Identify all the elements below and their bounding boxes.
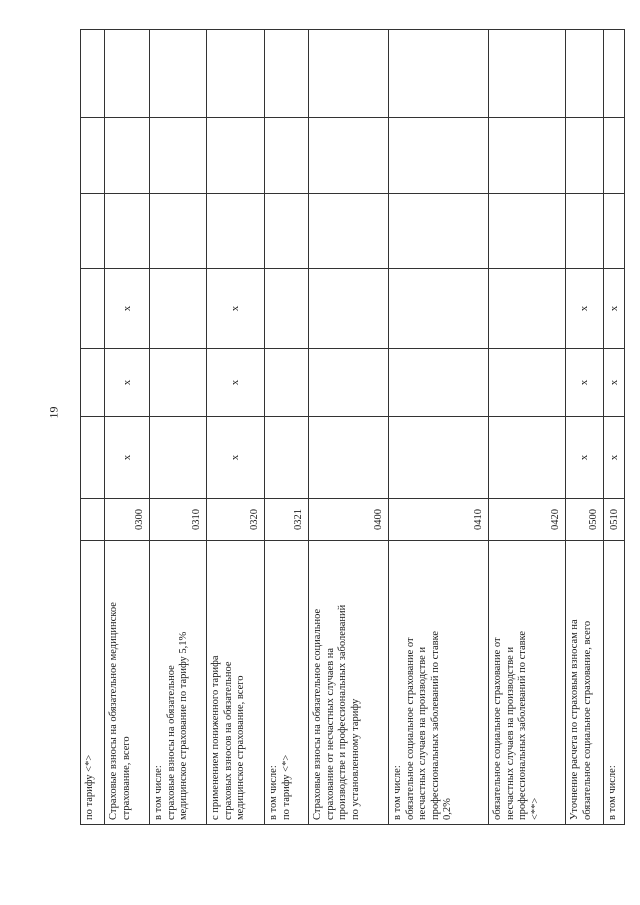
row-label-line: обязательное социальное страхование, всего bbox=[581, 620, 593, 820]
row-label-line: обязательное социальное страхование от bbox=[404, 637, 416, 820]
value-cell bbox=[489, 194, 566, 269]
row-code bbox=[81, 499, 105, 541]
value-cell: x bbox=[604, 417, 625, 499]
table-row bbox=[489, 30, 566, 825]
value-cell bbox=[207, 118, 265, 194]
row-label-line: страхование, всего bbox=[120, 736, 132, 820]
value-cell: x bbox=[105, 417, 150, 499]
table-row bbox=[265, 30, 309, 825]
value-cell bbox=[150, 349, 207, 417]
row-label bbox=[207, 541, 265, 825]
value-cell: x bbox=[566, 349, 604, 417]
value-cell: x bbox=[566, 417, 604, 499]
value-cell bbox=[150, 269, 207, 349]
table-row bbox=[604, 30, 625, 825]
row-label-line: по тарифу <*> bbox=[280, 754, 292, 820]
row-label-line: в том числе: bbox=[607, 765, 618, 820]
table-row bbox=[309, 30, 389, 825]
row-label bbox=[105, 541, 150, 825]
value-cell bbox=[309, 118, 389, 194]
table-row bbox=[389, 30, 489, 825]
value-cell bbox=[265, 30, 309, 118]
value-cell bbox=[566, 194, 604, 269]
row-code: 0410 bbox=[389, 499, 489, 541]
insurance-contributions-table bbox=[80, 29, 625, 825]
value-cell: x bbox=[566, 269, 604, 349]
row-label-line: страховых взносов на обязательное bbox=[222, 661, 234, 820]
table-wrapper bbox=[80, 30, 620, 825]
value-cell bbox=[81, 349, 105, 417]
value-cell bbox=[81, 417, 105, 499]
row-label-line: 0,2% bbox=[442, 798, 453, 820]
value-cell bbox=[81, 118, 105, 194]
value-cell bbox=[389, 269, 489, 349]
row-label-line: страхование от несчастных случаев на bbox=[324, 647, 336, 820]
row-label-line: по установленному тарифу bbox=[349, 698, 361, 820]
row-code: 0300 bbox=[105, 499, 150, 541]
row-label-line: по тарифу <*> bbox=[84, 754, 95, 820]
row-label bbox=[604, 541, 625, 825]
row-label-line: профессиональных заболеваний по ставке bbox=[429, 630, 441, 820]
row-label-line: несчастных случаев на производстве и bbox=[417, 646, 428, 820]
row-label-line: Страховые взносы на обязательное медицинское bbox=[108, 602, 119, 820]
row-label bbox=[489, 541, 566, 825]
row-label bbox=[566, 541, 604, 825]
value-cell bbox=[309, 194, 389, 269]
value-cell bbox=[489, 349, 566, 417]
value-cell: x bbox=[207, 417, 265, 499]
row-label-line: профессиональных заболеваний по ставке bbox=[517, 630, 528, 820]
value-cell bbox=[207, 30, 265, 118]
row-label-line: страховые взносы на обязательное bbox=[165, 665, 177, 820]
row-code: 0310 bbox=[150, 499, 207, 541]
row-label-line: в том числе: bbox=[392, 765, 403, 820]
row-code: 0510 bbox=[604, 499, 625, 541]
value-cell bbox=[309, 269, 389, 349]
row-label-line: в том числе: bbox=[153, 765, 164, 820]
value-cell bbox=[265, 349, 309, 417]
value-cell bbox=[265, 194, 309, 269]
value-cell: x bbox=[207, 269, 265, 349]
value-cell bbox=[105, 30, 150, 118]
value-cell bbox=[81, 30, 105, 118]
value-cell bbox=[265, 269, 309, 349]
value-cell bbox=[150, 417, 207, 499]
value-cell bbox=[566, 30, 604, 118]
value-cell bbox=[207, 194, 265, 269]
row-label bbox=[309, 541, 389, 825]
row-label bbox=[81, 541, 105, 825]
value-cell bbox=[309, 30, 389, 118]
value-cell bbox=[309, 417, 389, 499]
row-code: 0400 bbox=[309, 499, 389, 541]
row-label bbox=[265, 541, 309, 825]
value-cell bbox=[150, 30, 207, 118]
value-cell: x bbox=[105, 349, 150, 417]
row-label-line: медицинское страхование по тарифу 5,1% bbox=[178, 631, 189, 820]
row-label-line: Уточнение расчета по страховым взносам на bbox=[569, 619, 580, 820]
value-cell: x bbox=[604, 349, 625, 417]
value-cell bbox=[105, 118, 150, 194]
row-label-line: Страховые взносы на обязательное социальное bbox=[312, 608, 323, 820]
value-cell bbox=[389, 194, 489, 269]
value-cell bbox=[265, 118, 309, 194]
page-number: 19 bbox=[46, 406, 61, 419]
row-label-line: несчастных случаев на производстве и bbox=[504, 646, 516, 820]
table-row bbox=[81, 30, 105, 825]
row-code: 0321 bbox=[265, 499, 309, 541]
table-body bbox=[81, 30, 625, 825]
row-code: 0420 bbox=[489, 499, 566, 541]
value-cell bbox=[105, 194, 150, 269]
value-cell bbox=[389, 118, 489, 194]
value-cell: x bbox=[604, 269, 625, 349]
value-cell bbox=[150, 118, 207, 194]
value-cell bbox=[389, 417, 489, 499]
row-code: 0320 bbox=[207, 499, 265, 541]
value-cell: x bbox=[105, 269, 150, 349]
value-cell bbox=[604, 118, 625, 194]
rotated-table-area bbox=[80, 30, 620, 825]
value-cell bbox=[265, 417, 309, 499]
value-cell bbox=[81, 194, 105, 269]
value-cell bbox=[81, 269, 105, 349]
row-label bbox=[150, 541, 207, 825]
row-label-line: <**> bbox=[529, 797, 541, 820]
value-cell bbox=[309, 349, 389, 417]
value-cell bbox=[489, 269, 566, 349]
row-label-line: с применением пониженного тарифа bbox=[210, 655, 221, 820]
value-cell bbox=[489, 30, 566, 118]
value-cell bbox=[389, 349, 489, 417]
value-cell bbox=[566, 118, 604, 194]
table-row bbox=[207, 30, 265, 825]
row-label bbox=[389, 541, 489, 825]
row-label-line: медицинское страхование, всего bbox=[235, 675, 246, 820]
value-cell bbox=[604, 30, 625, 118]
row-label-line: обязательное социальное страхование от bbox=[492, 637, 503, 820]
value-cell bbox=[389, 30, 489, 118]
value-cell bbox=[604, 194, 625, 269]
value-cell bbox=[489, 417, 566, 499]
table-row bbox=[105, 30, 150, 825]
row-label-line: в том числе: bbox=[268, 765, 279, 820]
table-row bbox=[150, 30, 207, 825]
value-cell bbox=[150, 194, 207, 269]
value-cell: x bbox=[207, 349, 265, 417]
row-code: 0500 bbox=[566, 499, 604, 541]
table-row bbox=[566, 30, 604, 825]
value-cell bbox=[489, 118, 566, 194]
row-label-line: производстве и профессиональных заболеваний bbox=[337, 604, 348, 820]
